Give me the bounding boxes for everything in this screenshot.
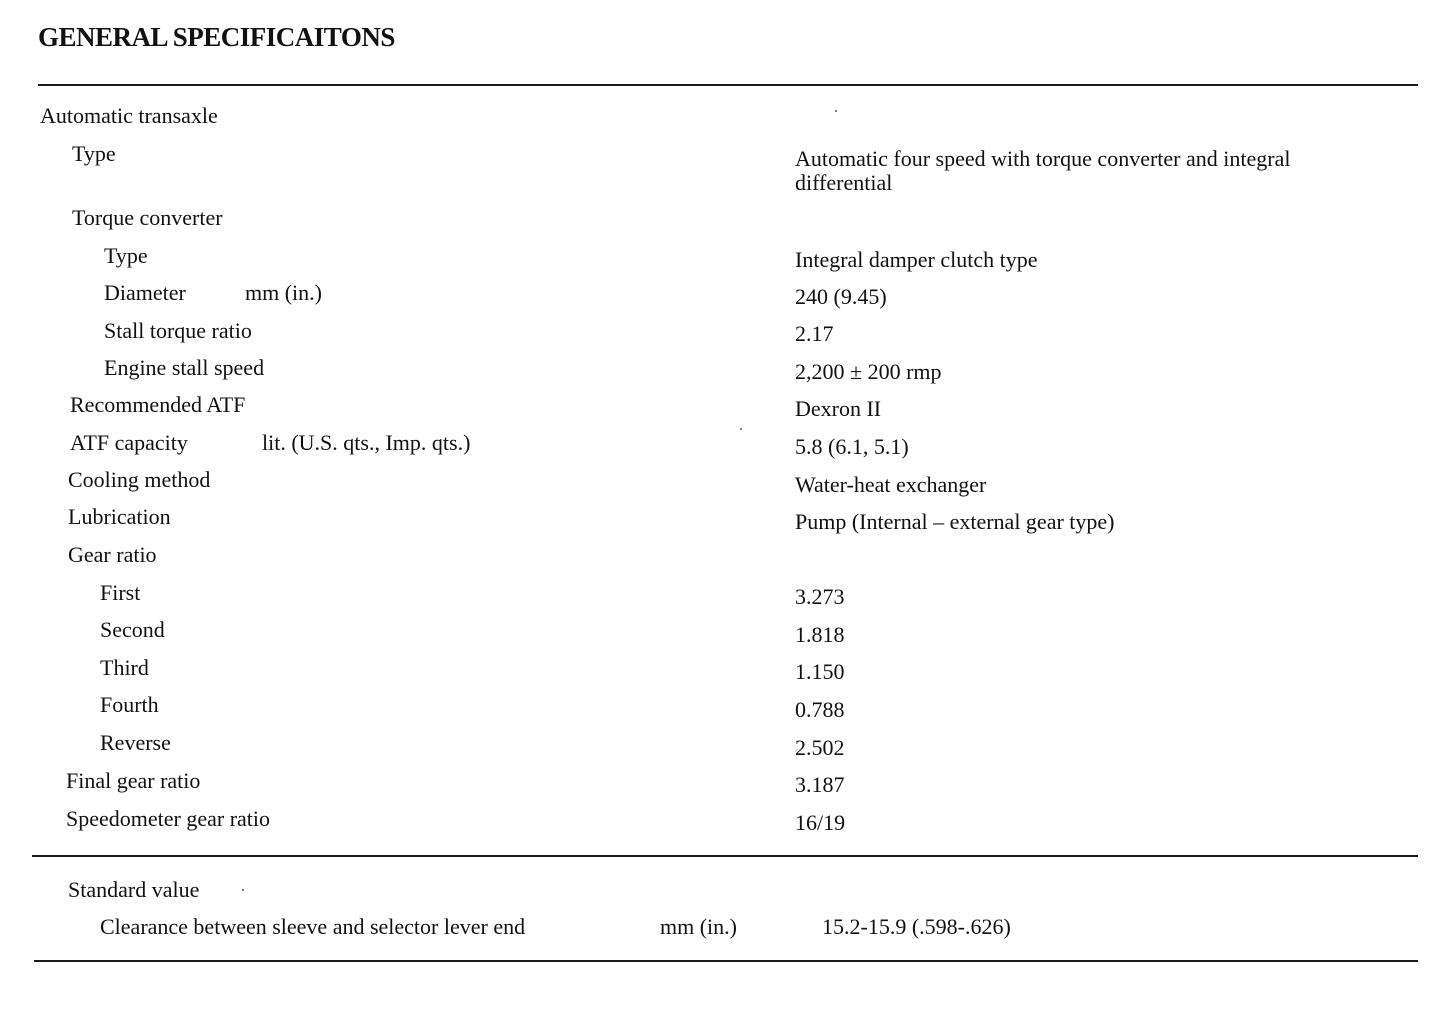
final-gear-ratio-value: 3.187: [795, 772, 845, 797]
torque-converter-label: Torque converter: [72, 205, 223, 230]
gear-ratio-label: Gear ratio: [68, 542, 157, 567]
recommended-atf-value: Dexron II: [795, 396, 882, 421]
gear-first-label: First: [100, 580, 141, 605]
diameter-label: Diameter: [104, 280, 186, 305]
section-label-automatic-transaxle: Automatic transaxle: [40, 103, 218, 128]
type-label: Type: [72, 141, 116, 166]
scan-speck: [740, 428, 742, 430]
gear-third-value: 1.150: [795, 659, 845, 684]
bottom-rule: [34, 960, 1418, 962]
gear-reverse-value: 2.502: [795, 735, 845, 760]
gear-fourth-value: 0.788: [795, 697, 845, 722]
atf-capacity-label: ATF capacity: [70, 430, 188, 455]
gear-reverse-label: Reverse: [100, 730, 171, 755]
type-value: Automatic four speed with torque converter and integral differential: [795, 146, 1291, 195]
lubrication-label: Lubrication: [68, 504, 171, 529]
stall-torque-ratio-value: 2.17: [795, 321, 834, 346]
final-gear-ratio-label: Final gear ratio: [66, 768, 201, 793]
gear-second-label: Second: [100, 617, 165, 642]
gear-third-label: Third: [100, 655, 149, 680]
top-rule: [38, 84, 1418, 86]
recommended-atf-label: Recommended ATF: [70, 392, 246, 417]
gear-fourth-label: Fourth: [100, 692, 159, 717]
clearance-label: Clearance between sleeve and selector lever end: [100, 914, 526, 939]
scan-speck: [242, 889, 244, 891]
speedometer-gear-ratio-value: 16/19: [795, 810, 846, 835]
lubrication-value: Pump (Internal – external gear type): [795, 509, 1115, 534]
diameter-unit: mm (in.): [245, 280, 322, 305]
cooling-method-label: Cooling method: [68, 467, 211, 492]
tc-type-label: Type: [104, 243, 148, 268]
stall-torque-ratio-label: Stall torque ratio: [104, 318, 252, 343]
atf-capacity-value: 5.8 (6.1, 5.1): [795, 434, 909, 459]
middle-rule: [32, 855, 1418, 857]
standard-value-heading: Standard value: [68, 877, 200, 902]
tc-type-value: Integral damper clutch type: [795, 247, 1038, 272]
engine-stall-speed-value: 2,200 ± 200 rmp: [795, 359, 942, 384]
diameter-value: 240 (9.45): [795, 284, 887, 309]
page-title: GENERAL SPECIFICAITONS: [38, 22, 395, 52]
scan-speck: [835, 110, 837, 112]
cooling-method-value: Water-heat exchanger: [795, 472, 987, 497]
speedometer-gear-ratio-label: Speedometer gear ratio: [66, 806, 271, 831]
gear-first-value: 3.273: [795, 584, 845, 609]
engine-stall-speed-label: Engine stall speed: [104, 355, 265, 380]
clearance-value: 15.2-15.9 (.598-.626): [822, 914, 1011, 939]
gear-second-value: 1.818: [795, 622, 845, 647]
clearance-unit: mm (in.): [660, 914, 737, 939]
atf-capacity-unit: lit. (U.S. qts., Imp. qts.): [262, 430, 471, 455]
